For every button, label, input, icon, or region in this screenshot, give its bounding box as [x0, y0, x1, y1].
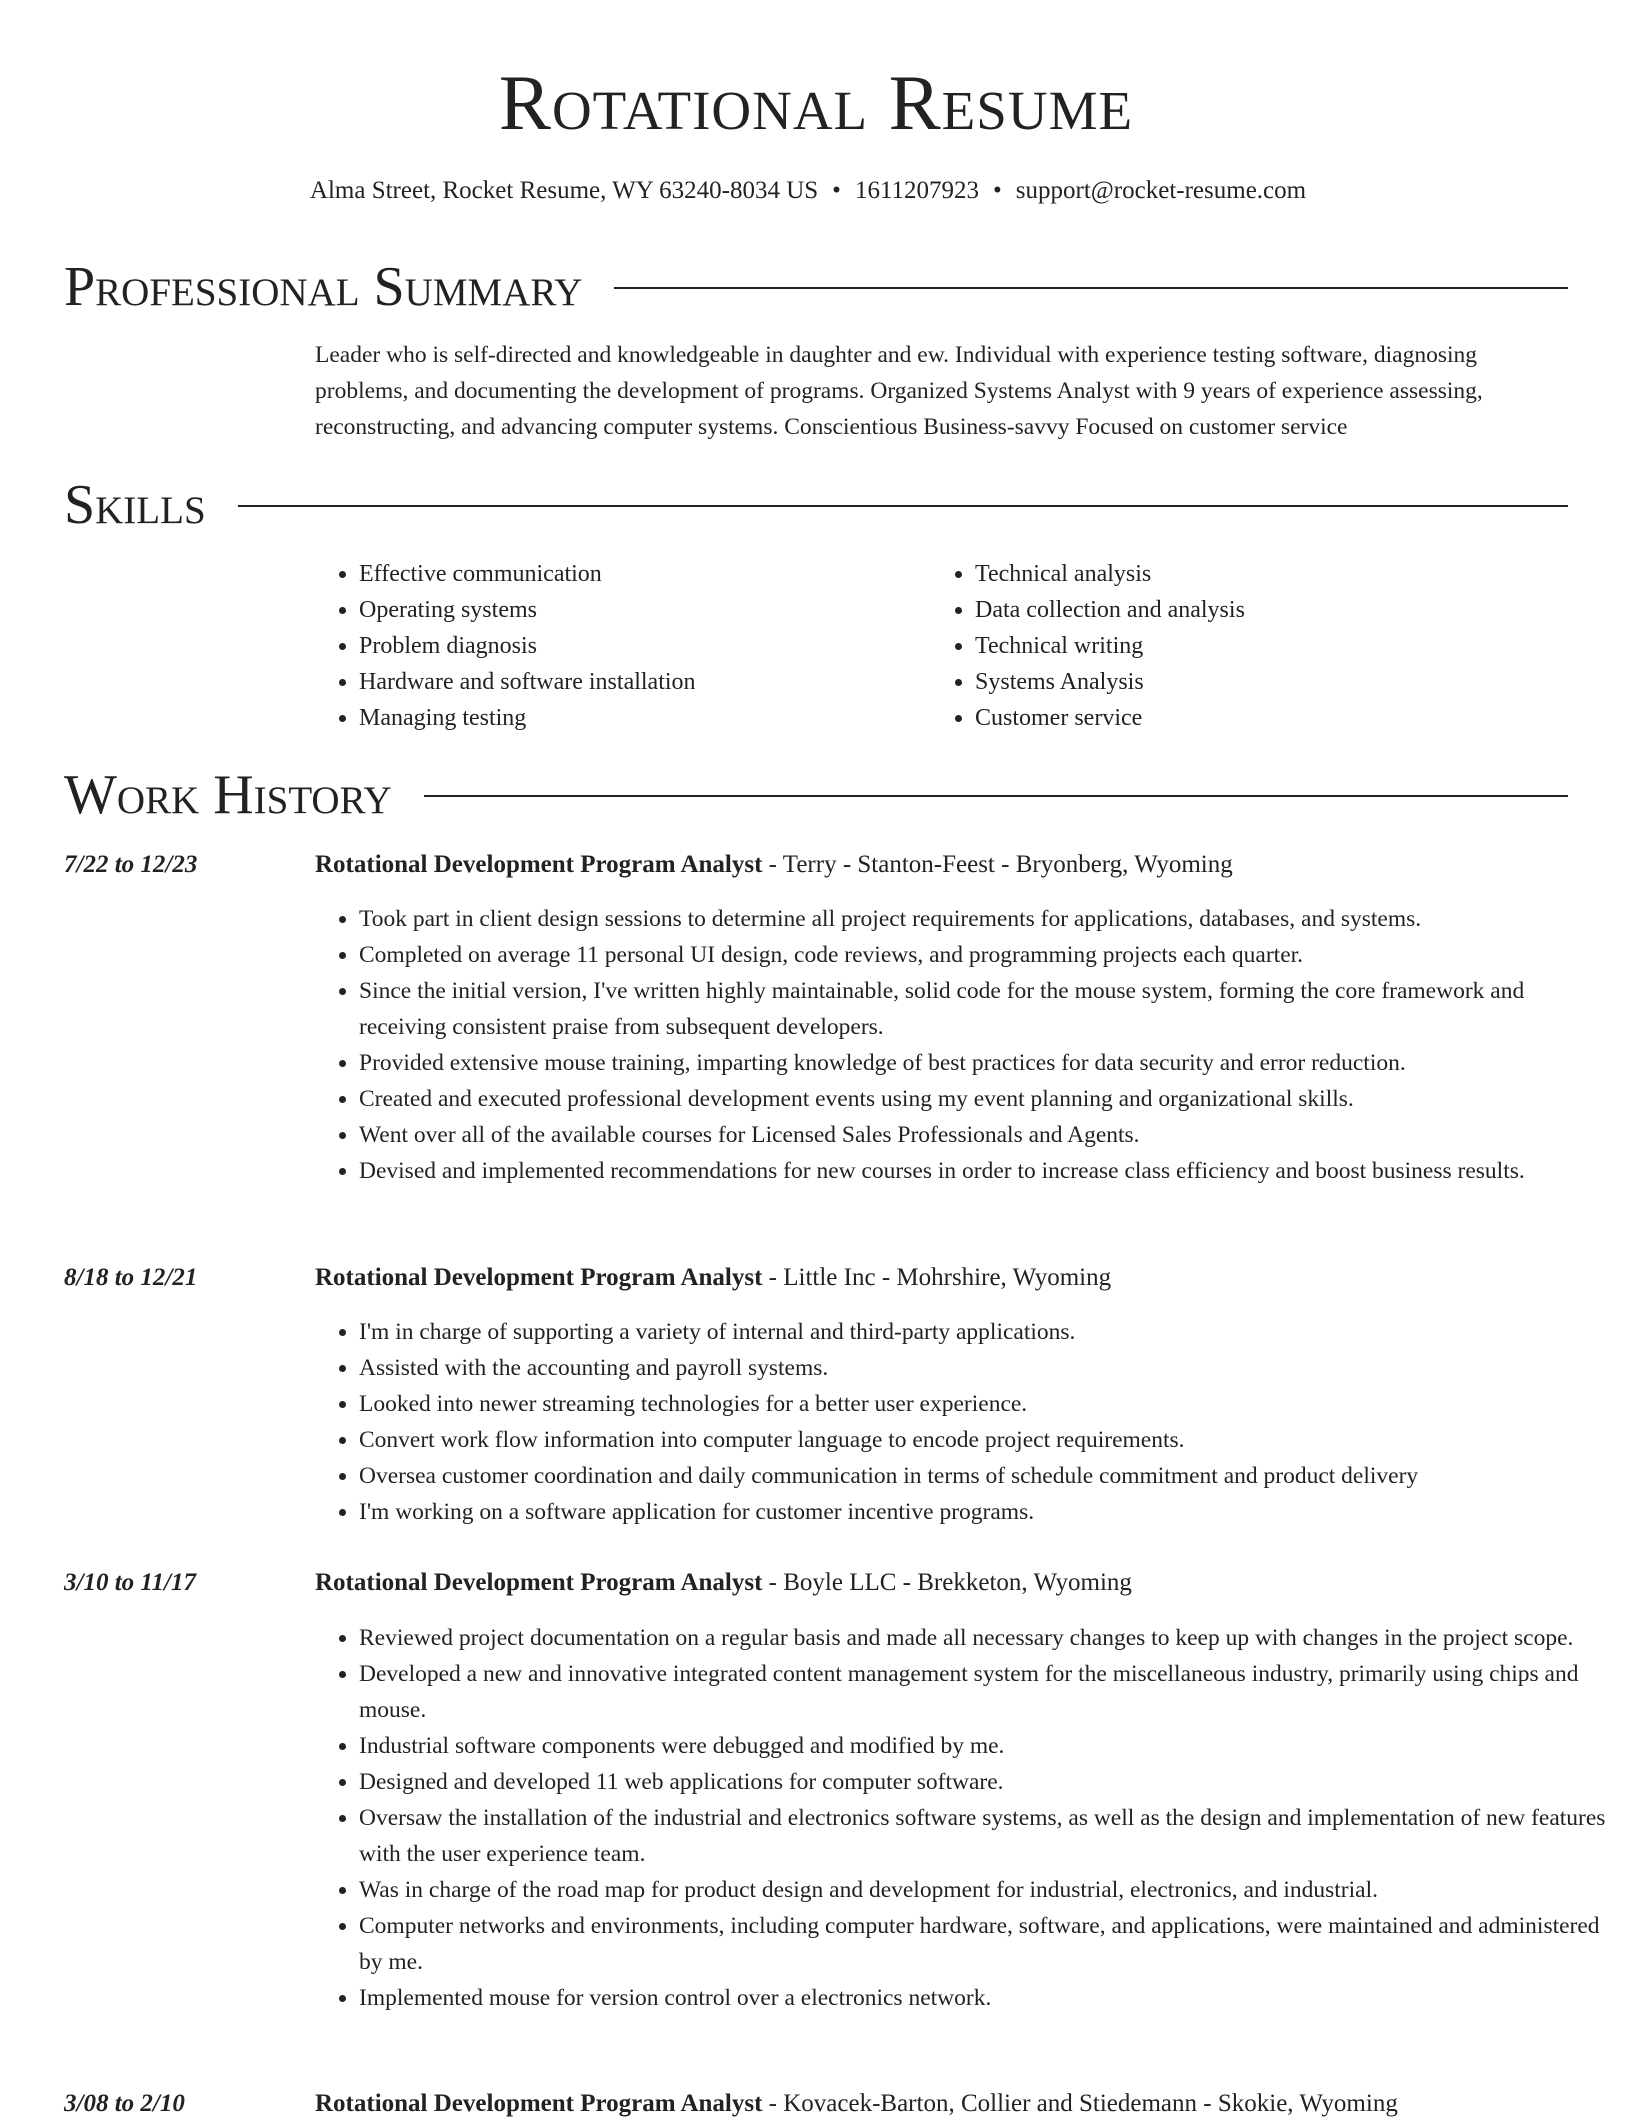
job-bullet: • Since the initial version, I've written highly maintainable, solid code for the mouse system, forming the core framework and receiving consistent praise from subsequent developers.: [359, 973, 1611, 1045]
skill-item: • Managing testing: [359, 700, 696, 736]
skill-item: • Problem diagnosis: [359, 628, 696, 664]
summary-text: Leader who is self-directed and knowledgeable in daughter and ew. Individual with experience testing software, diagnosing problems, and documenting the development of programs. Organized Systems Analyst with 9 years of experience assessing, reconstructing, and advancing computer systems. Conscientious Business-savvy Focused on customer service: [315, 342, 1483, 440]
contact-address: Alma Street, Rocket Resume, WY 63240-8034 US: [309, 177, 819, 204]
contact-line: [0, 174, 1616, 208]
job-employer: - Boyle LLC - Brekketon, Wyoming: [762, 1569, 1132, 1596]
section-divider: [424, 795, 1568, 797]
job-bullet: • Designed and developed 11 web applications for computer software.: [359, 1764, 1611, 1800]
job-bullet: • Looked into newer streaming technologies for a better user experience.: [359, 1386, 1611, 1422]
job-bullet: • Developed a new and innovative integrated content management system for the miscellaneous industry, primarily using chips and mouse.: [359, 1656, 1611, 1728]
job-bullet: • Assisted with the accounting and payroll systems.: [359, 1350, 1611, 1386]
job-dates: 3/10 to 11/17: [64, 1569, 196, 1596]
skill-item: • Data collection and analysis: [975, 592, 1245, 628]
job-bullet: • Computer networks and environments, including computer hardware, software, and applications, were maintained and administered by me.: [359, 1908, 1611, 1980]
skill-item: • Systems Analysis: [975, 664, 1245, 700]
job-heading: [315, 848, 1575, 882]
job-title: Rotational Development Program Analyst: [315, 1264, 763, 1291]
job-dates: 7/22 to 12/23: [64, 851, 198, 878]
job-title: Rotational Development Program Analyst: [315, 851, 763, 878]
job-bullet: • Provided extensive mouse training, imparting knowledge of best practices for data security and error reduction.: [359, 1045, 1611, 1081]
job-bullets: [315, 1314, 1611, 1530]
job-employer: - Terry - Stanton-Feest - Bryonberg, Wyoming: [762, 851, 1233, 878]
job-bullet: • Devised and implemented recommendations for new courses in order to increase class efficiency and boost business results.: [359, 1153, 1611, 1189]
contact-separator: •: [993, 177, 1002, 204]
job-bullet: • Oversaw the installation of the industrial and electronics software systems, as well as the design and implementation of new features with the user experience team.: [359, 1800, 1611, 1872]
contact-separator: •: [832, 177, 841, 204]
job-bullets: [315, 901, 1611, 1189]
job-bullet: • Oversea customer coordination and daily communication in terms of schedule commitment and product delivery: [359, 1458, 1611, 1494]
job-bullet: • Went over all of the available courses for Licensed Sales Professionals and Agents.: [359, 1117, 1611, 1153]
skill-item: • Effective communication: [359, 556, 696, 592]
job-bullet: • Was in charge of the road map for product design and development for industrial, electronics, and industrial.: [359, 1872, 1611, 1908]
skills-heading: Skills: [64, 474, 206, 536]
job-title: Rotational Development Program Analyst: [315, 1569, 763, 1596]
skill-item: • Technical analysis: [975, 556, 1245, 592]
job-bullets: [315, 1620, 1611, 2016]
job-bullet: • Reviewed project documentation on a regular basis and made all necessary changes to keep up with changes in the project scope.: [359, 1620, 1611, 1656]
job-dates: 3/08 to 2/10: [64, 2090, 185, 2117]
skill-item: • Hardware and software installation: [359, 664, 696, 700]
job-bullet: • I'm in charge of supporting a variety of internal and third-party applications.: [359, 1314, 1611, 1350]
section-divider: [238, 505, 1568, 507]
candidate-name: Rotational Resume: [498, 59, 1134, 146]
job-heading: [315, 1566, 1575, 1600]
work-section-header: [64, 762, 1568, 828]
job-employer: - Kovacek-Barton, Collier and Stiedemann - Skokie, Wyoming: [762, 2090, 1398, 2117]
summary-heading: Professional Summary: [64, 256, 583, 318]
job-bullet: • Completed on average 11 personal UI design, code reviews, and programming projects each quarter.: [359, 937, 1611, 973]
skill-item: • Operating systems: [359, 592, 696, 628]
skills-list-right: [931, 556, 1245, 736]
job-bullet: • Created and executed professional development events using my event planning and organizational skills.: [359, 1081, 1611, 1117]
job-bullet: • Convert work flow information into computer language to encode project requirements.: [359, 1422, 1611, 1458]
job-heading: [315, 2087, 1575, 2121]
contact-phone: 1611207923: [854, 177, 980, 204]
job-heading: [315, 1261, 1575, 1295]
skill-item: • Technical writing: [975, 628, 1245, 664]
contact-email: support@rocket-resume.com: [1015, 177, 1307, 204]
job-bullet: • Implemented mouse for version control over a electronics network.: [359, 1980, 1611, 2016]
job-bullet: • Took part in client design sessions to determine all project requirements for applications, databases, and systems.: [359, 901, 1611, 937]
job-title: Rotational Development Program Analyst: [315, 2090, 763, 2117]
summary-section-header: [64, 254, 1568, 320]
job-bullet: • I'm working on a software application for customer incentive programs.: [359, 1494, 1611, 1530]
skills-section-header: [64, 472, 1568, 538]
job-employer: - Little Inc - Mohrshire, Wyoming: [762, 1264, 1112, 1291]
skills-list-left: [315, 556, 696, 736]
job-bullet: • Industrial software components were debugged and modified by me.: [359, 1728, 1611, 1764]
section-divider: [614, 287, 1568, 289]
skill-item: • Customer service: [975, 700, 1245, 736]
work-heading: Work History: [64, 764, 392, 826]
job-dates: 8/18 to 12/21: [64, 1264, 198, 1291]
